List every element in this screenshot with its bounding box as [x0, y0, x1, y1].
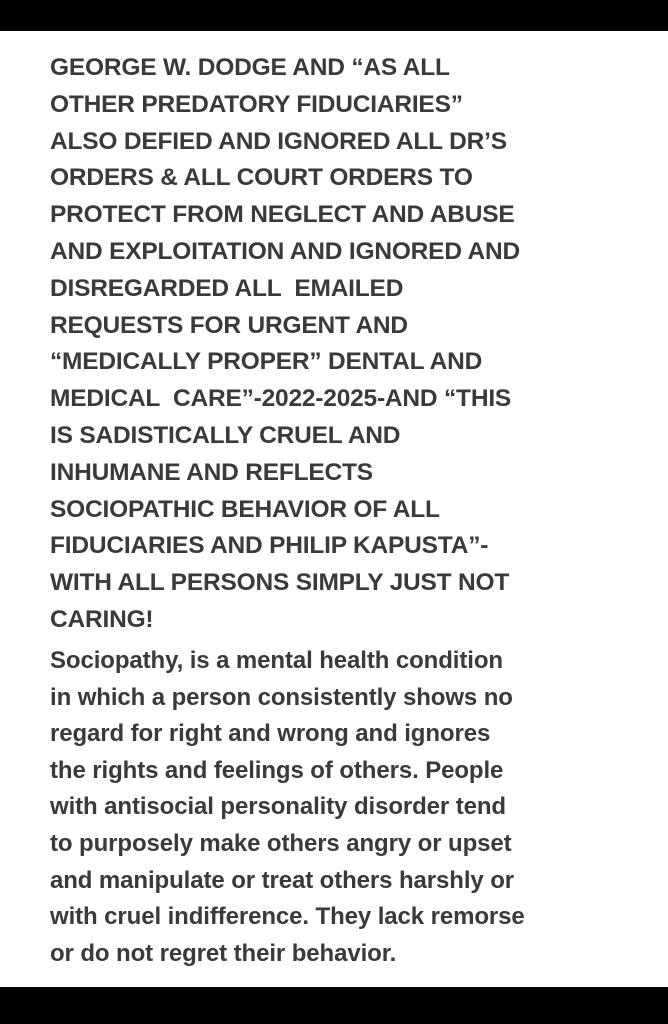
statement-line: IS SADISTICALLY CRUEL AND [50, 421, 401, 449]
paragraph-line: to purposely make others angry or upset [50, 829, 512, 857]
statement-line: WITH ALL PERSONS SIMPLY JUST NOT [50, 569, 510, 597]
statement-line: FIDUCIARIES AND PHILIP KAPUSTA”- [50, 532, 489, 560]
paragraph-line: Sociopathy, is a mental health condition [50, 647, 503, 674]
statement-line: SOCIOPATHIC BEHAVIOR OF ALL [50, 495, 440, 523]
statement-line: GEORGE W. DODGE AND “AS ALL [50, 54, 450, 81]
statement-line: MEDICAL CARE”-2022-2025-AND “THIS [50, 385, 512, 413]
statement-line: REQUESTS FOR URGENT AND [50, 311, 408, 339]
paragraph-line: and manipulate or treat others harshly or [50, 866, 515, 894]
paragraph-line: with cruel indifference. They lack remorse [50, 903, 525, 931]
paragraph-line: in which a person consistently shows no [50, 683, 513, 711]
definition-paragraph [50, 643, 650, 972]
paragraph-line: or do not regret their behavior. [50, 939, 397, 967]
statement-line: PROTECT FROM NEGLECT AND ABUSE [50, 201, 515, 229]
statement-line: “MEDICALLY PROPER” DENTAL AND [50, 348, 483, 376]
paragraph-line: regard for right and wrong and ignores [50, 720, 491, 748]
statement-line: AND EXPLOITATION AND IGNORED AND [50, 237, 520, 265]
paragraph-line: with antisocial personality disorder tend [50, 793, 506, 821]
statement-line: INHUMANE AND REFLECTS [50, 458, 373, 486]
statement-line: DISREGARDED ALL EMAILED [50, 274, 404, 302]
uppercase-statement [50, 50, 650, 639]
paragraph-line: the rights and feelings of others. People [50, 756, 504, 784]
statement-line: ALSO DEFIED AND IGNORED ALL DR’S [50, 127, 507, 155]
document-page [0, 31, 668, 987]
statement-line: ORDERS & ALL COURT ORDERS TO [50, 164, 473, 192]
statement-line: OTHER PREDATORY FIDUCIARIES” [50, 90, 463, 118]
statement-line: CARING! [50, 605, 154, 633]
